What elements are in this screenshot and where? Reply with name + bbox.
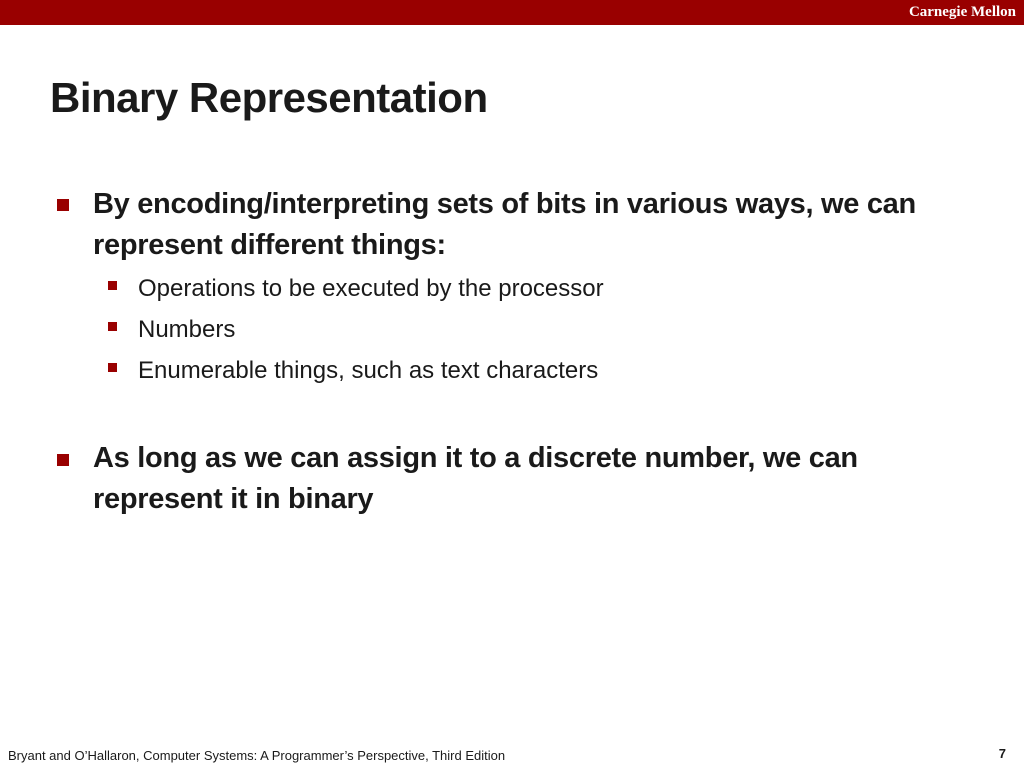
sub-bullet-text: Numbers [138,316,236,343]
sub-bullet-text: Operations to be executed by the processor [138,275,604,302]
bullet-text: As long as we can assign it to a discrete number, we can represent it in binary [93,442,858,515]
header-bar [0,0,1024,25]
sub-bullet-marker [108,322,117,331]
sub-bullet-marker [108,281,117,290]
sub-bullet-marker [108,363,117,372]
sub-bullet-text: Enumerable things, such as text characters [138,357,599,384]
footer-credit: Bryant and O’Hallaron, Computer Systems: A Programmer’s Perspective, Third Edition [8,748,506,763]
bullet-marker [57,199,69,211]
slide-title: Binary Representation [50,74,488,121]
institution-name: Carnegie Mellon [908,4,1016,20]
page-number: 7 [998,746,1006,761]
bullet-marker [57,454,69,466]
bullet-text: By encoding/interpreting sets of bits in various ways, we can represent different things: [93,188,916,261]
